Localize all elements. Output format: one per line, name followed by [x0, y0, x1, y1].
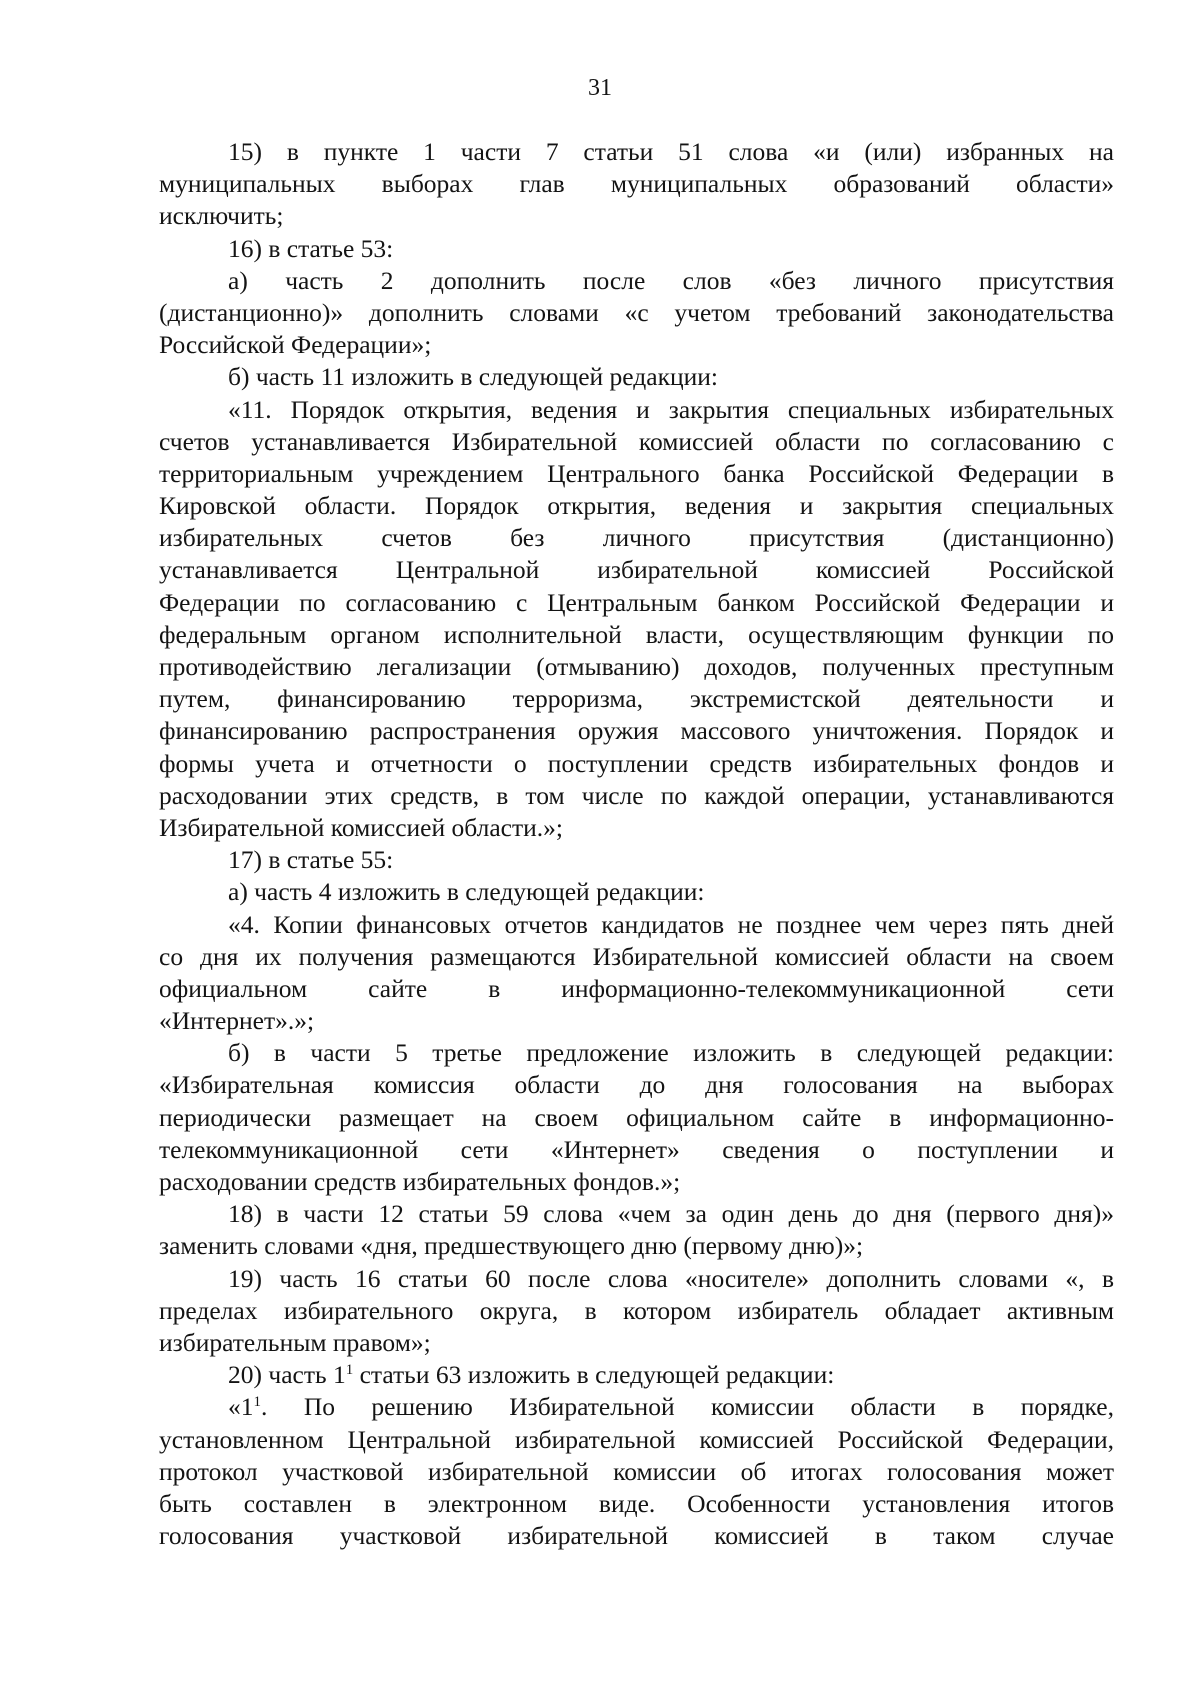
text-line: 19) часть 16 статьи 60 после слова «носителе» дополнить словами «, в [228, 1263, 1114, 1293]
text-line: счетов устанавливается Избирательной комиссией области по согласованию с [159, 426, 1114, 456]
text-line: «Избирательная комиссия области до дня голосования на выборах [159, 1070, 1114, 1100]
text-line: 15) в пункте 1 части 7 статьи 51 слова «и (или) избранных на [228, 137, 1114, 166]
text-line: «11. Порядок открытия, ведения и закрытия специальных избирательных [228, 394, 1114, 424]
text-line: устанавливается Центральной избирательной комиссией Российской [159, 555, 1114, 585]
text-line: а) часть 4 изложить в следующей редакции: [228, 877, 705, 907]
text-line: б) в части 5 третье предложение изложить в следующей редакции: [228, 1038, 1114, 1068]
text-line: территориальным учреждением Центрального банка Российской Федерации в [159, 458, 1114, 488]
text-line: заменить словами «дня, предшествующего дню (первому дню)»; [159, 1231, 864, 1261]
text-line: «4. Копии финансовых отчетов кандидатов не позднее чем через пять дней [228, 909, 1114, 939]
text-line: 17) в статье 55: [228, 845, 394, 875]
text-line: федеральным органом исполнительной власти, осуществляющим функции по [159, 619, 1114, 649]
text-line: со дня их получения размещаются Избирательной комиссией области на своем [159, 941, 1114, 971]
text-segment: . По решению Избирательной комиссии области в порядке, [261, 1392, 1114, 1422]
text-line: Федерации по согласованию с Центральным банком Российской Федерации и [159, 587, 1114, 617]
text-line: установленном Центральной избирательной комиссией Российской Федерации, [159, 1424, 1114, 1454]
text-line: пределах избирательного округа, в котором избиратель обладает активным [159, 1295, 1114, 1325]
text-line: (дистанционно)» дополнить словами «с учетом требований законодательства [159, 297, 1114, 327]
text-line: «Интернет».»; [159, 1006, 315, 1036]
text-line: телекоммуникационной сети «Интернет» сведения о поступлении и [159, 1134, 1114, 1164]
text-line: быть составлен в электронном виде. Особенности установления итогов [159, 1488, 1114, 1518]
text-line: а) часть 2 дополнить после слов «без личного присутствия [228, 265, 1114, 295]
text-line: Российской Федерации»; [159, 330, 432, 360]
page-number: 31 [588, 75, 612, 101]
text-line [159, 1359, 1114, 1391]
text-line: муниципальных выборах глав муниципальных образований области» [159, 169, 1114, 199]
superscript: 1 [253, 1394, 261, 1411]
text-line: Избирательной комиссией области.»; [159, 812, 563, 842]
text-line: 16) в статье 53: [228, 233, 394, 263]
text-line: официальном сайте в информационно-телекоммуникационной сети [159, 973, 1114, 1003]
text-line: финансированию распространения оружия массового уничтожения. Порядок и [159, 716, 1114, 746]
text-line: расходовании этих средств, в том числе по каждой операции, устанавливаются [159, 780, 1114, 810]
text-segment: статьи 63 изложить в следующей редакции: [353, 1360, 835, 1390]
document-body [159, 136, 1114, 1552]
text-line [159, 1391, 1114, 1423]
text-line: б) часть 11 изложить в следующей редакции: [228, 362, 718, 392]
text-line: формы учета и отчетности о поступлении средств избирательных фондов и [159, 748, 1114, 778]
text-line: исключить; [159, 201, 284, 231]
text-segment: 20) часть 1 [228, 1360, 346, 1390]
text-line: голосования участковой избирательной комиссией в таком случае [159, 1521, 1114, 1551]
text-line: путем, финансированию терроризма, экстремистской деятельности и [159, 684, 1114, 714]
text-line: избирательных счетов без личного присутствия (дистанционно) [159, 523, 1114, 553]
text-segment: «1 [228, 1392, 254, 1422]
text-line: расходовании средств избирательных фондов.»; [159, 1167, 681, 1196]
text-line: периодически размещает на своем официальном сайте в информационно- [159, 1102, 1114, 1132]
text-line: протокол участковой избирательной комиссии об итогах голосования может [159, 1456, 1114, 1486]
text-line: Кировской области. Порядок открытия, ведения и закрытия специальных [159, 491, 1114, 521]
text-line: противодействию легализации (отмыванию) доходов, полученных преступным [159, 652, 1114, 681]
superscript: 1 [345, 1362, 354, 1379]
text-line: 18) в части 12 статьи 59 слова «чем за один день до дня (первого дня)» [228, 1199, 1114, 1229]
text-line: избирательным правом»; [159, 1327, 431, 1357]
